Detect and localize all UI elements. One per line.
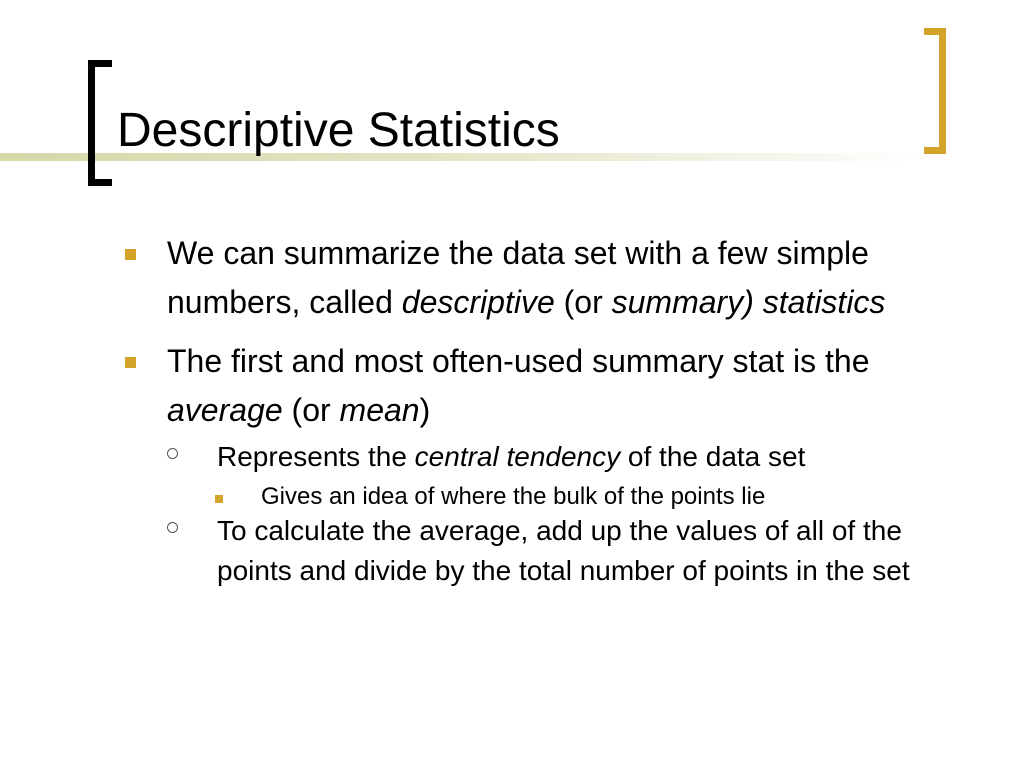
bullet-text: Represents the central tendency of the data set [217, 441, 806, 472]
bullet-summary-numbers [116, 229, 966, 327]
circle-bullet-icon [167, 448, 178, 459]
right-bracket-icon [924, 28, 946, 154]
sub-bullet-calculate-average [116, 511, 966, 591]
left-bracket-icon [88, 60, 112, 186]
bullet-text: To calculate the average, add up the values of all of the points and divide by the total number of points in the set [217, 515, 910, 586]
bullet-average [116, 337, 966, 435]
sub-bullet-central-tendency [116, 437, 966, 477]
bullet-text: The first and most often-used summary stat is the average (or mean) [167, 343, 870, 428]
bullet-text: Gives an idea of where the bulk of the points lie [261, 483, 766, 510]
sub-sub-bullet-bulk-points [116, 481, 966, 513]
circle-bullet-icon [167, 522, 178, 533]
square-bullet-icon [215, 495, 223, 503]
square-bullet-icon [125, 357, 136, 368]
square-bullet-icon [125, 249, 136, 260]
slide-title: Descriptive Statistics [117, 104, 560, 157]
bullet-list [116, 229, 966, 595]
bullet-text: We can summarize the data set with a few simple numbers, called descriptive (or summary) statistics [167, 235, 886, 320]
